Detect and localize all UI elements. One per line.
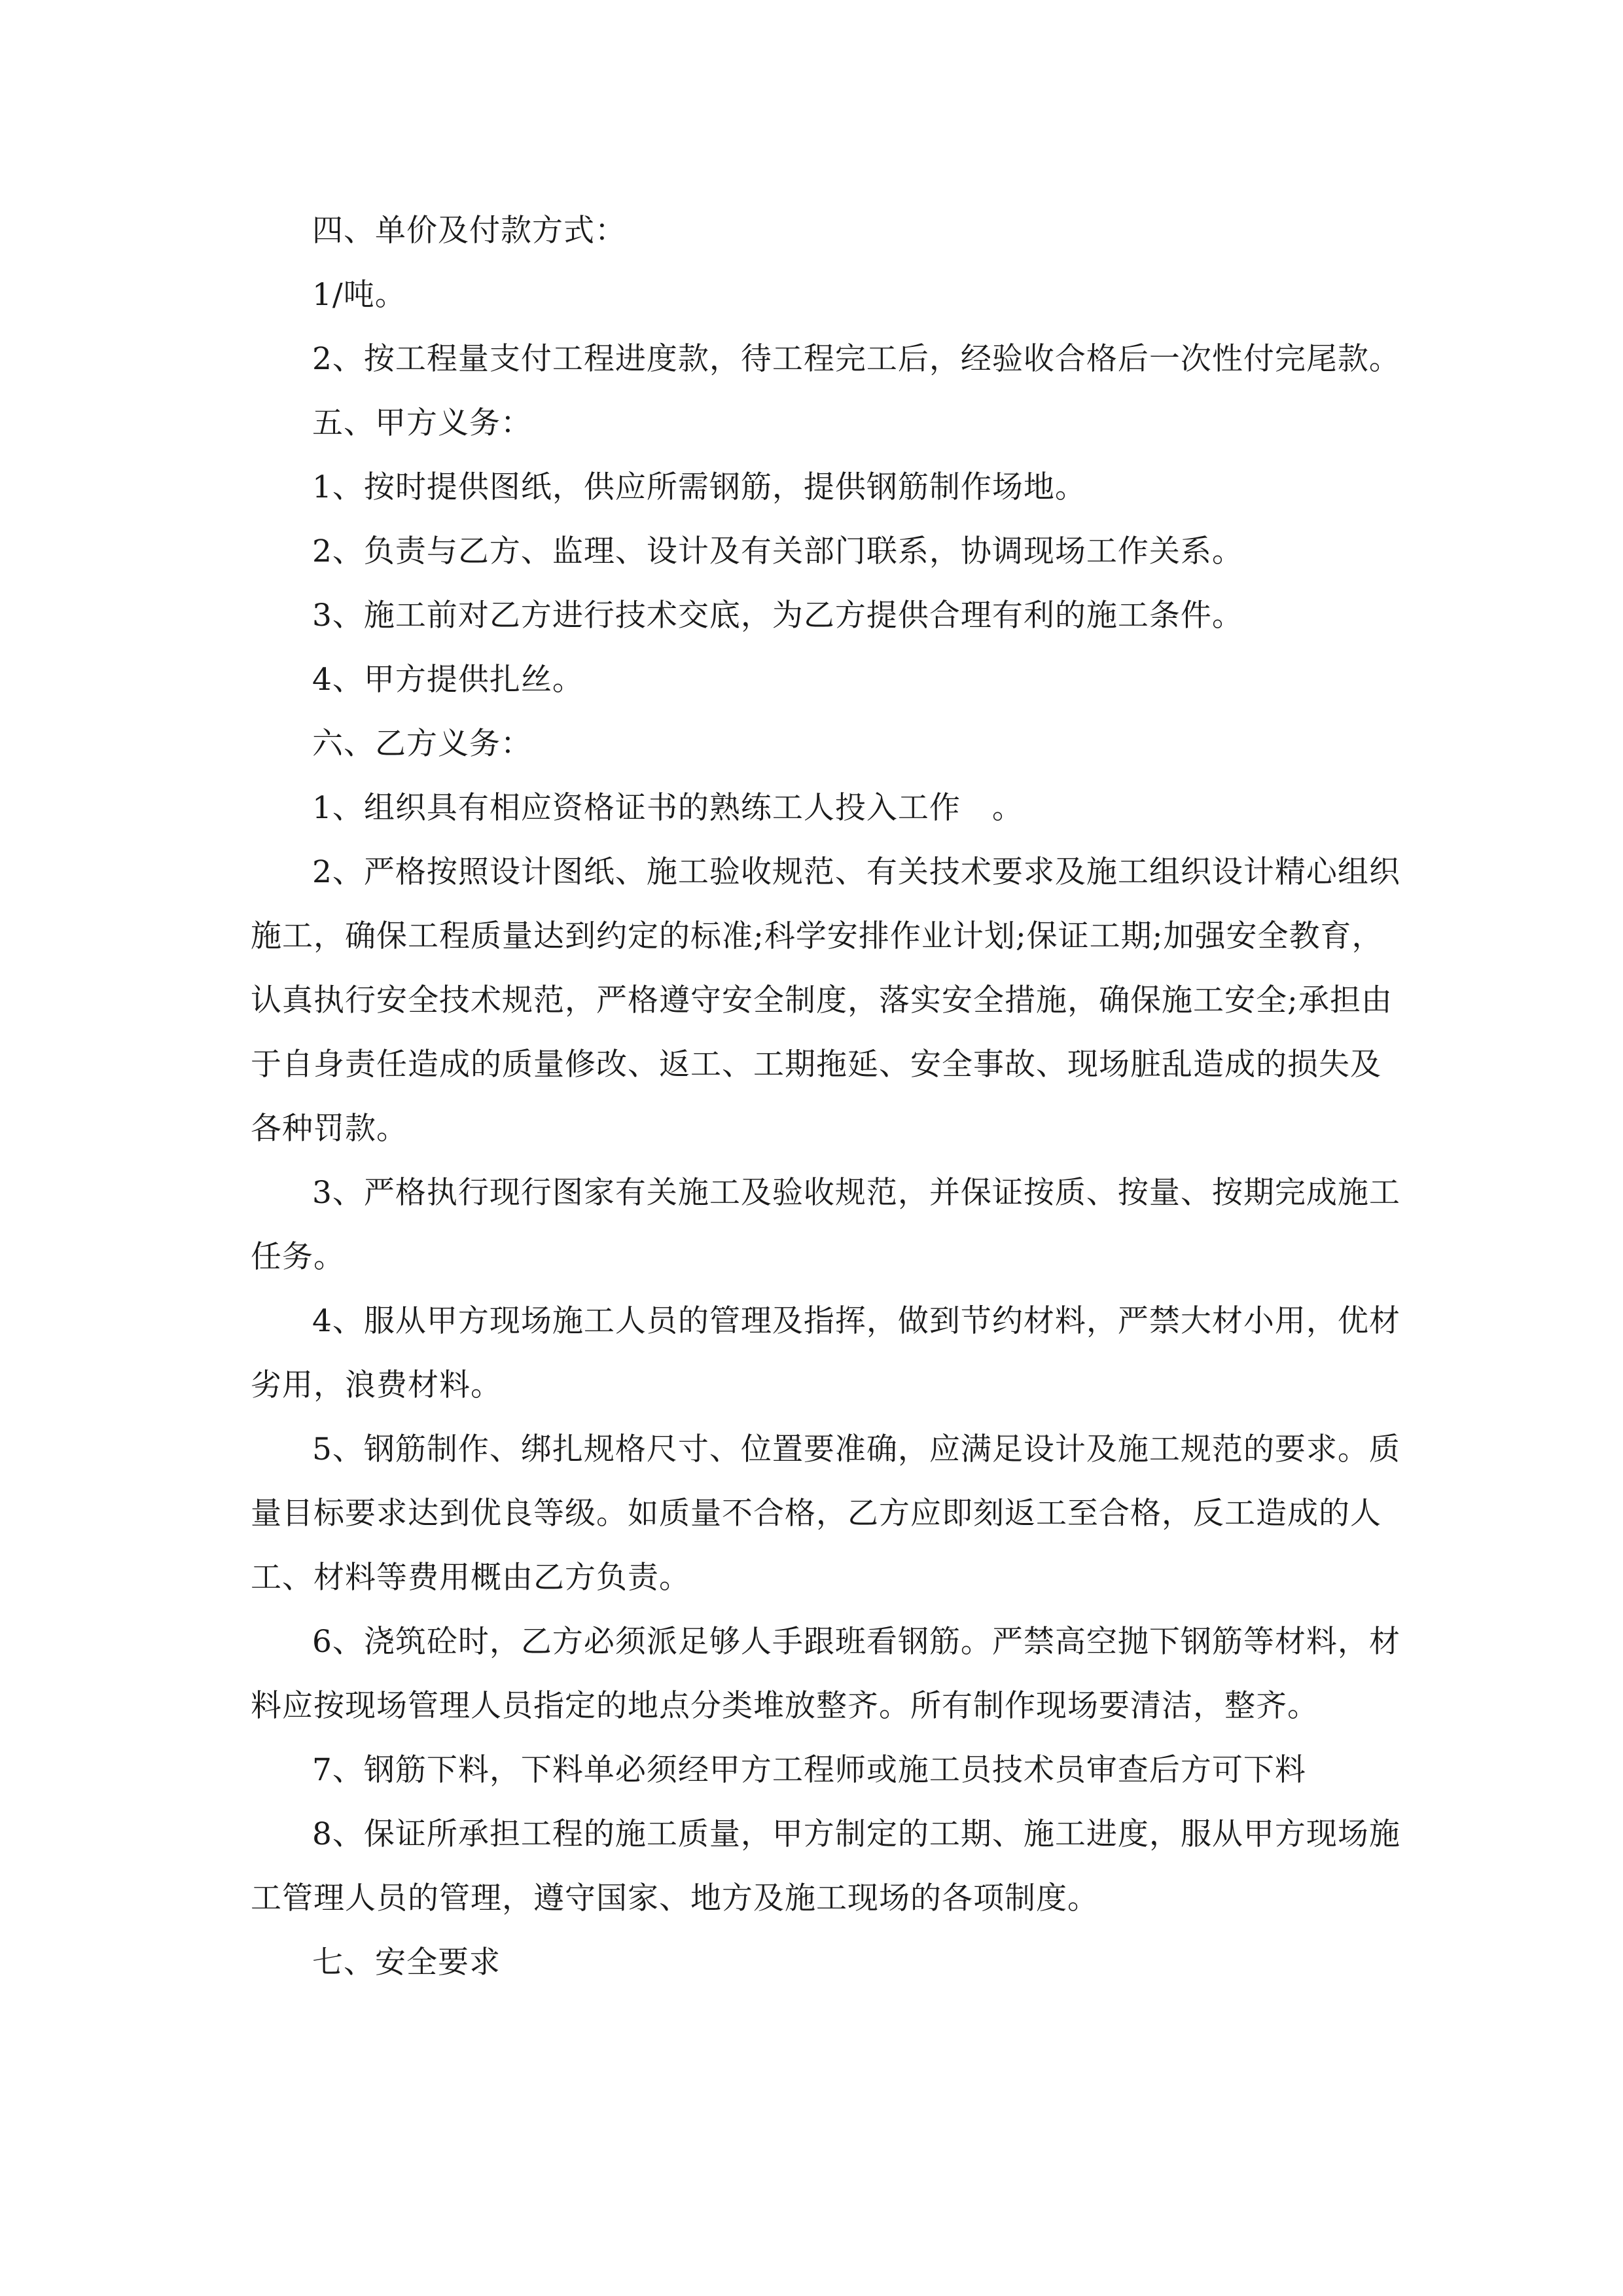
paragraph: 3、严格执行现行图家有关施工及验收规范，并保证按质、按量、按期完成施工任务。 — [251, 1175, 1400, 1275]
paragraph: 6、浇筑砼时，乙方必须派足够人手跟班看钢筋。严禁高空抛下钢筋等材料，材料应按现场管理人员指定的地点分类堆放整齐。所有制作现场要清洁，整齐。 — [251, 1624, 1400, 1724]
section-heading-4: 四、单价及付款方式： — [312, 213, 626, 249]
section-heading-5: 五、甲方义务： — [312, 405, 532, 441]
paragraph: 7、钢筋下料，下料单必须经甲方工程师或施工员技术员审查后方可下料 — [312, 1752, 1306, 1788]
paragraph: 5、钢筋制作、绑扎规格尺寸、位置要准确，应满足设计及施工规范的要求。质量目标要求达到优良等级。如质量不合格，乙方应即刻返工至合格，反工造成的人工、材料等费用概由乙方负责。 — [251, 1431, 1400, 1596]
paragraph: 4、服从甲方现场施工人员的管理及指挥，做到节约材料，严禁大材小用，优材劣用，浪费材料。 — [251, 1303, 1400, 1403]
paragraph: 4、甲方提供扎丝。 — [312, 662, 584, 698]
paragraph: 3、施工前对乙方进行技术交底，为乙方提供合理有利的施工条件。 — [312, 598, 1243, 634]
paragraph: 1/吨。 — [312, 277, 406, 313]
section-heading-7: 七、安全要求 — [312, 1945, 501, 1981]
paragraph: 8、保证所承担工程的施工质量，甲方制定的工期、施工进度，服从甲方现场施工管理人员的管理，遵守国家、地方及施工现场的各项制度。 — [251, 1816, 1400, 1916]
paragraph: 2、负责与乙方、监理、设计及有关部门联系，协调现场工作关系。 — [312, 533, 1243, 569]
paragraph: 1、组织具有相应资格证书的熟练工人投入工作 。 — [312, 790, 1024, 826]
paragraph: 2、严格按照设计图纸、施工验收规范、有关技术要求及施工组织设计精心组织施工，确保工程质量达到约定的标准;科学安排作业计划;保证工期;加强安全教育，认真执行安全技术规范，严格遵守安全制度，落实安全措施，确保施工安全;承担由于自身责任造成的质量修改、返工、工期拖延、安全事故、现场脏乱造成的损失及各种罚款。 — [251, 854, 1400, 1147]
section-heading-6: 六、乙方义务： — [312, 726, 532, 762]
document-page — [251, 0, 1409, 1995]
paragraph: 1、按时提供图纸，供应所需钢筋，提供钢筋制作场地。 — [312, 469, 1086, 505]
paragraph: 2、按工程量支付工程进度款，待工程完工后，经验收合格后一次性付完尾款。 — [312, 341, 1400, 377]
